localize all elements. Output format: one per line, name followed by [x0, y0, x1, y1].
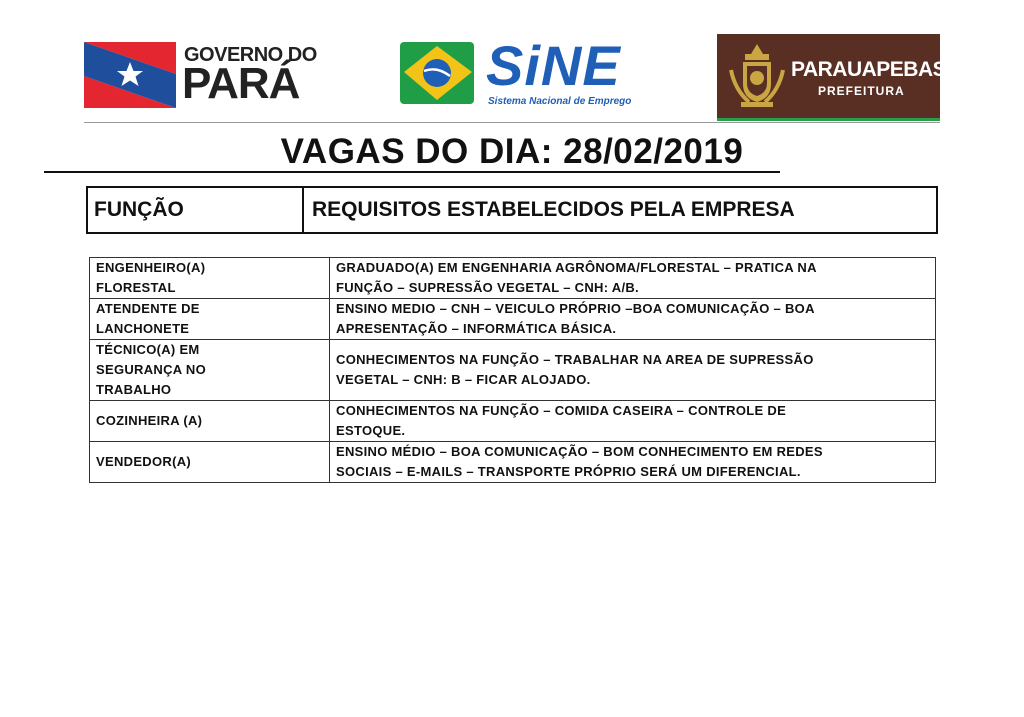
- table-row: [90, 340, 936, 401]
- page-title: VAGAS DO DIA: 28/02/2019: [280, 132, 744, 171]
- requisitos-line: CONHECIMENTOS NA FUNÇÃO – TRABALHAR NA AREA DE SUPRESSÃO: [336, 352, 814, 367]
- requisitos-cell: [330, 299, 936, 340]
- funcao-cell: [90, 340, 330, 401]
- funcao-line: ATENDENTE DE: [96, 301, 200, 316]
- prefeitura-label: PREFEITURA: [818, 84, 905, 98]
- funcao-cell: [90, 299, 330, 340]
- funcao-line: VENDEDOR(A): [96, 454, 192, 469]
- governo-label: GOVERNO DO: [184, 44, 317, 66]
- brazil-flag-icon: [400, 36, 478, 108]
- column-header: [86, 186, 938, 234]
- table-row: [90, 442, 936, 483]
- requisitos-cell: [330, 258, 936, 299]
- header-funcao: FUNÇÃO: [88, 188, 304, 232]
- sine-subtitle: Sistema Nacional de Emprego: [488, 96, 632, 107]
- parauapebas-strip: [717, 118, 940, 121]
- funcao-line: SEGURANÇA NO: [96, 362, 207, 377]
- funcao-line: COZINHEIRA (A): [96, 413, 203, 428]
- para-label: PARÁ: [182, 59, 300, 108]
- sine-wordmark: SiNE: [486, 34, 621, 97]
- requisitos-line: GRADUADO(A) EM ENGENHARIA AGRÔNOMA/FLORESTAL – PRATICA NA: [336, 260, 817, 275]
- parauapebas-label: PARAUAPEBAS: [791, 58, 947, 81]
- requisitos-cell: [330, 442, 936, 483]
- table-row: [90, 299, 936, 340]
- funcao-cell: [90, 442, 330, 483]
- parauapebas-seal-icon: [727, 40, 787, 110]
- sine-logo: [400, 34, 650, 114]
- requisitos-cell: [330, 401, 936, 442]
- table-row: [90, 258, 936, 299]
- para-flag-icon: [84, 42, 176, 108]
- requisitos-line: FUNÇÃO – SUPRESSÃO VEGETAL – CNH: A/B.: [336, 280, 639, 295]
- header-divider: [84, 122, 940, 123]
- funcao-cell: [90, 401, 330, 442]
- title-underline: [44, 171, 780, 173]
- requisitos-line: APRESENTAÇÃO – INFORMÁTICA BÁSICA.: [336, 321, 617, 336]
- funcao-line: FLORESTAL: [96, 280, 176, 295]
- header-requisitos: REQUISITOS ESTABELECIDOS PELA EMPRESA: [312, 198, 795, 221]
- vagas-table: [89, 257, 936, 483]
- requisitos-cell: [330, 340, 936, 401]
- governo-para-logo: [84, 40, 334, 110]
- requisitos-line: ESTOQUE.: [336, 423, 406, 438]
- funcao-line: LANCHONETE: [96, 321, 190, 336]
- funcao-cell: [90, 258, 330, 299]
- requisitos-line: SOCIAIS – E-MAILS – TRANSPORTE PRÓPRIO SERÁ UM DIFERENCIAL.: [336, 464, 801, 479]
- funcao-line: ENGENHEIRO(A): [96, 260, 206, 275]
- funcao-line: TÉCNICO(A) EM: [96, 342, 200, 357]
- funcao-line: TRABALHO: [96, 382, 172, 397]
- parauapebas-logo: [717, 34, 947, 118]
- requisitos-line: ENSINO MÉDIO – BOA COMUNICAÇÃO – BOM CONHECIMENTO EM REDES: [336, 444, 823, 459]
- requisitos-line: VEGETAL – CNH: B – FICAR ALOJADO.: [336, 372, 591, 387]
- logos-header: [84, 34, 947, 120]
- requisitos-line: ENSINO MEDIO – CNH – VEICULO PRÓPRIO –BOA COMUNICAÇÃO – BOA: [336, 301, 815, 316]
- table-row: [90, 401, 936, 442]
- requisitos-line: CONHECIMENTOS NA FUNÇÃO – COMIDA CASEIRA – CONTROLE DE: [336, 403, 787, 418]
